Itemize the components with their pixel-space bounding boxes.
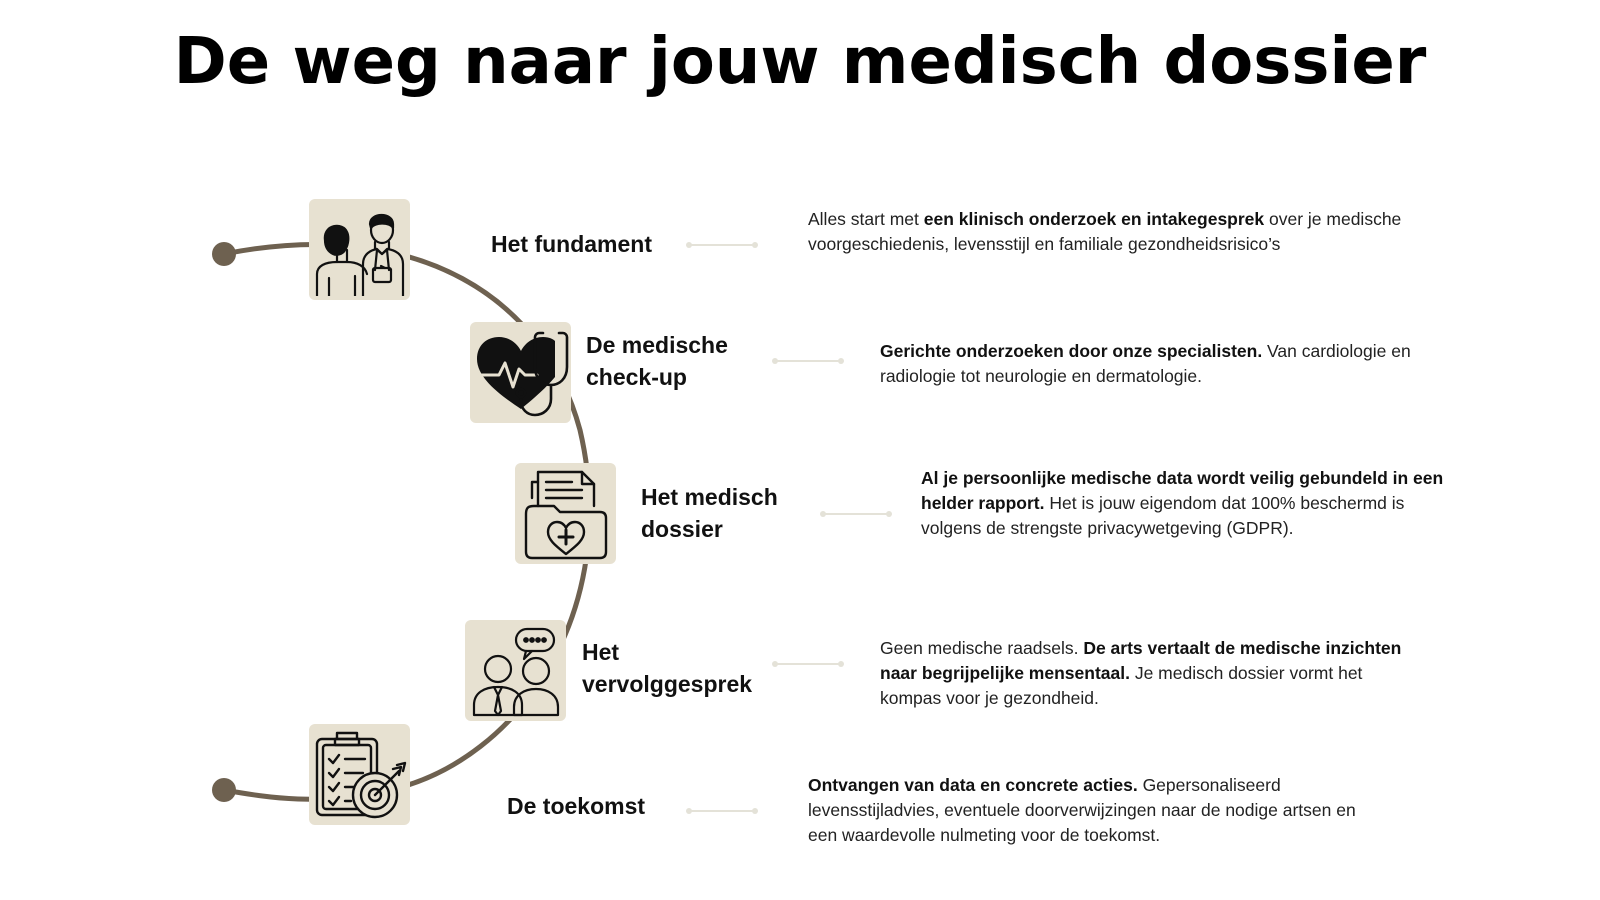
- step-1-connector: [686, 241, 758, 249]
- step-4-icon-box: [465, 620, 566, 721]
- step-3-connector: [820, 510, 892, 518]
- step-4-connector: [772, 660, 844, 668]
- step-2-label: De medische check-up: [586, 332, 728, 390]
- step-4-label: Het vervolggesprek: [582, 639, 753, 697]
- step-1-label: Het fundament: [491, 231, 652, 257]
- step-1-icon-box: [309, 199, 410, 300]
- step-3-label: Het medisch dossier: [641, 484, 778, 542]
- doctor-patient-icon: [315, 204, 405, 296]
- step-5-connector: [686, 807, 758, 815]
- step-1-description: Alles start met een klinisch onderzoek en intakegesprek over je medische voorgeschiedenis, levensstijl en familiale gezondheidsrisico’s: [808, 209, 1402, 254]
- timeline-end-dot: [212, 778, 236, 802]
- timeline-start-dot: [212, 242, 236, 266]
- step-2-description: Gerichte onderzoeken door onze specialisten. Van cardiologie en radiologie tot neurologie en dermatologie.: [880, 341, 1411, 386]
- step-4-description: Geen medische raadsels. De arts vertaalt de medische inzichten naar begrijpelijke mensentaal. Je medisch dossier vormt het kompas voor je gezondheid.: [880, 638, 1402, 708]
- step-5-description: Ontvangen van data en concrete acties. Gepersonaliseerd levensstijladvies, eventuele doorverwijzingen naar de nodige artsen en een waardevolle nulmeting voor de toekomst.: [808, 775, 1356, 845]
- step-5-icon-box: [309, 724, 410, 825]
- checklist-target-icon: [313, 729, 407, 821]
- page-title: De weg naar jouw medisch dossier: [173, 25, 1427, 99]
- step-2-connector: [772, 357, 844, 365]
- step-2-icon-box: [470, 322, 571, 423]
- medical-folder-icon: [520, 468, 612, 560]
- conversation-icon: [470, 625, 562, 717]
- step-3-icon-box: [515, 463, 616, 564]
- heart-stethoscope-icon: [473, 327, 569, 419]
- step-3-description: Al je persoonlijke medische data wordt veilig gebundeld in een helder rapport. Het is jouw eigendom dat 100% beschermd is volgens de strengste privacywetgeving (GDPR).: [921, 468, 1444, 538]
- step-5-label: De toekomst: [507, 793, 646, 819]
